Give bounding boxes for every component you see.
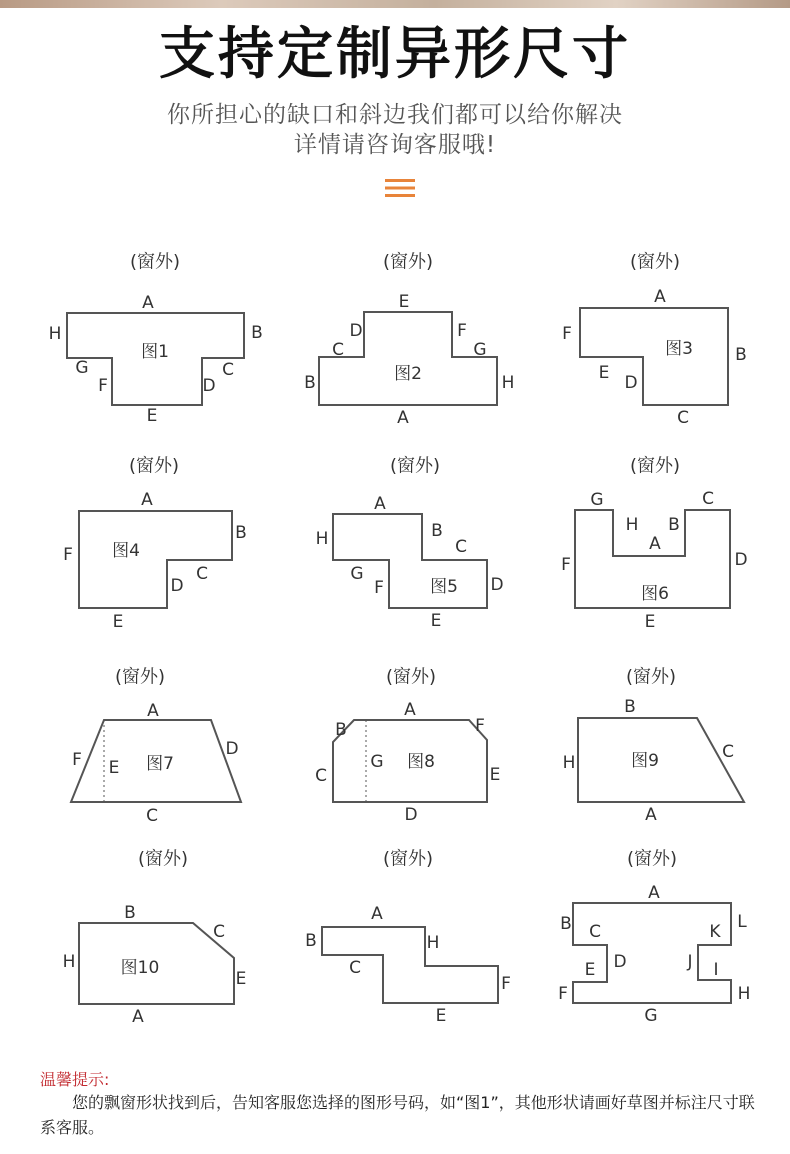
tip-title: 温馨提示: — [40, 1070, 110, 1089]
shape-outline — [333, 514, 487, 608]
side-label: E — [584, 960, 596, 980]
side-label: E — [489, 765, 501, 785]
side-label: E — [235, 969, 247, 989]
window-shape-fig6 — [561, 456, 747, 633]
subtitle-line-1: 你所担心的缺口和斜边我们都可以给你解决 — [167, 102, 623, 128]
shape-name: 图3 — [665, 339, 693, 359]
side-label: F — [562, 324, 572, 344]
shape-caption: (窗外) — [385, 666, 437, 688]
side-label: F — [561, 555, 571, 575]
subtitle-line-2: 详情请咨询客服哦! — [293, 132, 497, 158]
shape-name: 图9 — [631, 751, 659, 771]
side-label: C — [196, 564, 208, 584]
side-label: D — [202, 376, 216, 396]
shape-name: 图10 — [120, 958, 160, 978]
side-label: B — [735, 345, 747, 365]
side-label: B — [305, 931, 317, 951]
shape-name: 图7 — [146, 754, 174, 774]
side-label: E — [146, 406, 158, 426]
side-label: E — [644, 612, 656, 632]
side-label: E — [108, 758, 120, 778]
side-label: G — [590, 490, 604, 510]
side-label: D — [404, 805, 418, 825]
side-label: A — [397, 408, 409, 428]
side-label: F — [374, 578, 384, 598]
side-label: F — [558, 984, 568, 1004]
window-shape-fig3 — [562, 252, 747, 429]
side-label: H — [501, 373, 515, 393]
side-label: A — [648, 883, 660, 903]
shape-caption: (窗外) — [114, 666, 166, 688]
shape-caption: (窗外) — [626, 848, 678, 870]
shape-name: 图4 — [112, 541, 140, 561]
side-label: J — [687, 952, 693, 972]
side-label: A — [645, 805, 657, 825]
side-label: F — [475, 716, 485, 736]
side-label: C — [213, 922, 225, 942]
shape-name: 图5 — [430, 577, 458, 597]
shape-caption: (窗外) — [625, 666, 677, 688]
side-label: B — [431, 521, 443, 541]
page-title: 支持定制异形尺寸 — [159, 22, 631, 87]
side-label: L — [737, 912, 747, 932]
window-shape-fig9 — [563, 667, 744, 826]
side-label: A — [649, 534, 661, 554]
shape-caption: (窗外) — [128, 455, 180, 477]
shape-caption: (窗外) — [382, 251, 434, 273]
side-label: B — [668, 515, 680, 535]
side-label: C — [455, 537, 467, 557]
side-label: A — [371, 904, 383, 924]
shape-caption: (窗外) — [629, 251, 681, 273]
side-label: E — [435, 1006, 447, 1026]
window-shape-fig10 — [63, 849, 247, 1028]
side-label: F — [98, 376, 108, 396]
side-label: F — [72, 750, 82, 770]
side-label: H — [426, 933, 440, 953]
side-label: D — [734, 550, 748, 570]
side-label: C — [677, 408, 689, 428]
side-label: D — [225, 739, 239, 759]
side-label: E — [112, 612, 124, 632]
shape-outline — [79, 511, 232, 608]
side-label: F — [63, 545, 73, 565]
side-label: C — [702, 489, 714, 509]
shape-caption: (窗外) — [629, 455, 681, 477]
side-label: H — [62, 952, 76, 972]
side-label: H — [315, 529, 329, 549]
side-label: C — [315, 766, 327, 786]
shape-name: 图8 — [407, 752, 435, 772]
hamburger-menu-icon — [385, 177, 415, 199]
window-shape-fig5 — [316, 456, 504, 632]
side-label: A — [404, 700, 416, 720]
side-label: A — [147, 701, 159, 721]
side-label: E — [430, 611, 442, 631]
side-label: B — [560, 914, 572, 934]
side-label: C — [222, 360, 234, 380]
shape-outline — [573, 903, 731, 1003]
side-label: E — [598, 363, 610, 383]
side-label: H — [625, 515, 639, 535]
window-shape-fig1 — [49, 252, 263, 427]
side-label: I — [713, 960, 719, 980]
shape-caption: (窗外) — [129, 251, 181, 273]
side-label: A — [374, 494, 386, 514]
window-shape-fig11 — [305, 849, 511, 1027]
side-label: G — [473, 340, 487, 360]
side-label: C — [349, 958, 361, 978]
side-label: D — [613, 952, 627, 972]
side-label: H — [48, 324, 62, 344]
side-label: C — [332, 340, 344, 360]
shape-caption: (窗外) — [137, 848, 189, 870]
side-label: H — [737, 984, 751, 1004]
tip-body: 您的飘窗形状找到后，告知客服您选择的图形号码，如“图1”，其他形状请画好草图并标注尺寸联系客服。 — [40, 1093, 755, 1137]
shape-outline — [319, 312, 497, 405]
shape-outline — [578, 718, 744, 802]
side-label: B — [235, 523, 247, 543]
shape-caption: (窗外) — [389, 455, 441, 477]
side-label: G — [644, 1006, 658, 1026]
window-shape-fig12 — [558, 849, 750, 1027]
shape-outline — [580, 308, 728, 405]
side-label: G — [350, 564, 364, 584]
side-label: B — [335, 720, 347, 740]
shape-name: 图1 — [141, 342, 169, 362]
side-label: C — [722, 742, 734, 762]
window-shape-fig7 — [71, 667, 241, 827]
shape-name: 图6 — [641, 584, 669, 604]
side-label: D — [349, 321, 363, 341]
window-shapes-diagram — [0, 230, 790, 1050]
side-label: E — [398, 292, 410, 312]
window-shape-fig4 — [63, 456, 247, 633]
side-label: A — [654, 287, 666, 307]
top-decorative-strip — [0, 0, 790, 8]
side-label: C — [146, 806, 158, 826]
side-label: C — [589, 922, 601, 942]
side-label: B — [124, 903, 136, 923]
side-label: A — [132, 1007, 144, 1027]
side-label: D — [624, 373, 638, 393]
side-label: K — [709, 922, 721, 942]
shape-name: 图2 — [394, 364, 422, 384]
side-label: G — [75, 358, 89, 378]
side-label: B — [624, 697, 636, 717]
side-label: F — [501, 974, 511, 994]
side-label: A — [141, 490, 153, 510]
window-shape-fig2 — [304, 252, 514, 429]
side-label: D — [490, 575, 504, 595]
side-label: D — [170, 576, 184, 596]
side-label: G — [370, 752, 384, 772]
side-label: H — [562, 753, 576, 773]
side-label: F — [457, 321, 467, 341]
shape-caption: (窗外) — [382, 848, 434, 870]
side-label: B — [251, 323, 263, 343]
window-shape-fig8 — [315, 667, 500, 826]
side-label: A — [142, 293, 154, 313]
side-label: B — [304, 373, 316, 393]
